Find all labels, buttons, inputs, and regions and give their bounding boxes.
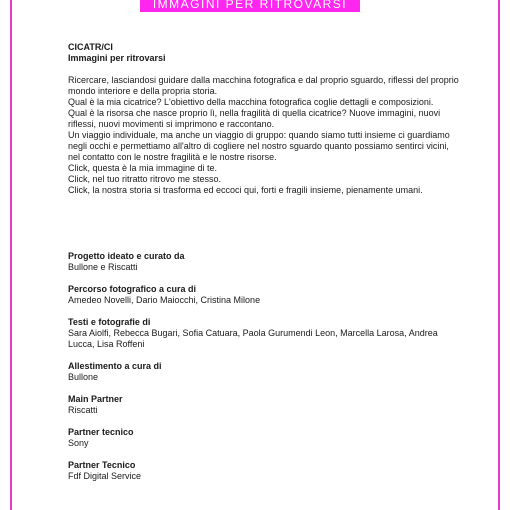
credit-block xyxy=(68,394,460,416)
credit-value: Sony xyxy=(68,438,89,448)
credit-block xyxy=(68,284,460,306)
intro-text xyxy=(68,75,460,196)
credit-label: Partner Tecnico xyxy=(68,460,136,470)
intro-line: Qual è la mia cicatrice? L'obiettivo della macchina fotografica coglie dettagli e composizioni. xyxy=(68,97,434,107)
credit-label: Main Partner xyxy=(68,394,123,404)
credit-block xyxy=(68,361,460,383)
credit-block xyxy=(68,251,460,273)
banner-text: IMMAGINI PER RITROVARSI xyxy=(152,0,348,11)
title-banner xyxy=(140,0,360,12)
intro-line: Click, la nostra storia si trasforma ed eccoci qui, forti e fragili insieme, pienamente umani. xyxy=(68,185,423,195)
document-body xyxy=(68,42,460,493)
credit-block xyxy=(68,317,460,350)
intro-line: Ricercare, lasciandosi guidare dalla macchina fotografica e dal proprio sguardo, riflessi del proprio mondo interiore e della propria storia. xyxy=(68,75,459,96)
credit-value: Riscatti xyxy=(68,405,98,415)
credit-label: Percorso fotografico a cura di xyxy=(68,284,197,294)
credit-label: Allestimento a cura di xyxy=(68,361,162,371)
credit-label: Testi e fotografie di xyxy=(68,317,151,327)
page-frame-left xyxy=(10,0,12,510)
credit-value: Bullone e Riscatti xyxy=(68,262,138,272)
intro-line: Un viaggio individuale, ma anche un viaggio di gruppo: quando siamo tutti insieme ci guardiamo negli occhi e permettiamo all'altro di cogliere nel nostro sguardo quanto possiamo sentirci vicini, nel contatto con le nostre fragilità e le nostre risorse. xyxy=(68,130,450,162)
intro-line: Qual è la risorsa che nasce proprio lì, nella fragilità di quella cicatrice? Nuove immagini, nuovi riflessi, nuovi movimenti si imprimono e raccontano. xyxy=(68,108,441,129)
credits-section xyxy=(68,251,460,482)
credit-block xyxy=(68,427,460,449)
credit-value: Sara Aiolfi, Rebecca Bugari, Sofia Catuara, Paola Gurumendi Leon, Marcella Larosa, Andrea Lucca, Lisa Roffeni xyxy=(68,328,438,349)
document-title: CICATR/CI xyxy=(68,42,113,52)
credit-block xyxy=(68,460,460,482)
intro-line: Click, nel tuo ritratto ritrovo me stesso. xyxy=(68,174,222,184)
credit-value: Bullone xyxy=(68,372,99,382)
page-frame-right xyxy=(498,0,500,510)
intro-line: Click, questa è la mia immagine di te. xyxy=(68,163,218,173)
document-subtitle: Immagini per ritrovarsi xyxy=(68,53,166,63)
credit-value: Fdf Digital Service xyxy=(68,471,142,481)
credit-label: Progetto ideato e curato da xyxy=(68,251,185,261)
credit-label: Partner tecnico xyxy=(68,427,134,437)
credit-value: Amedeo Novelli, Dario Maiocchi, Cristina Milone xyxy=(68,295,261,305)
